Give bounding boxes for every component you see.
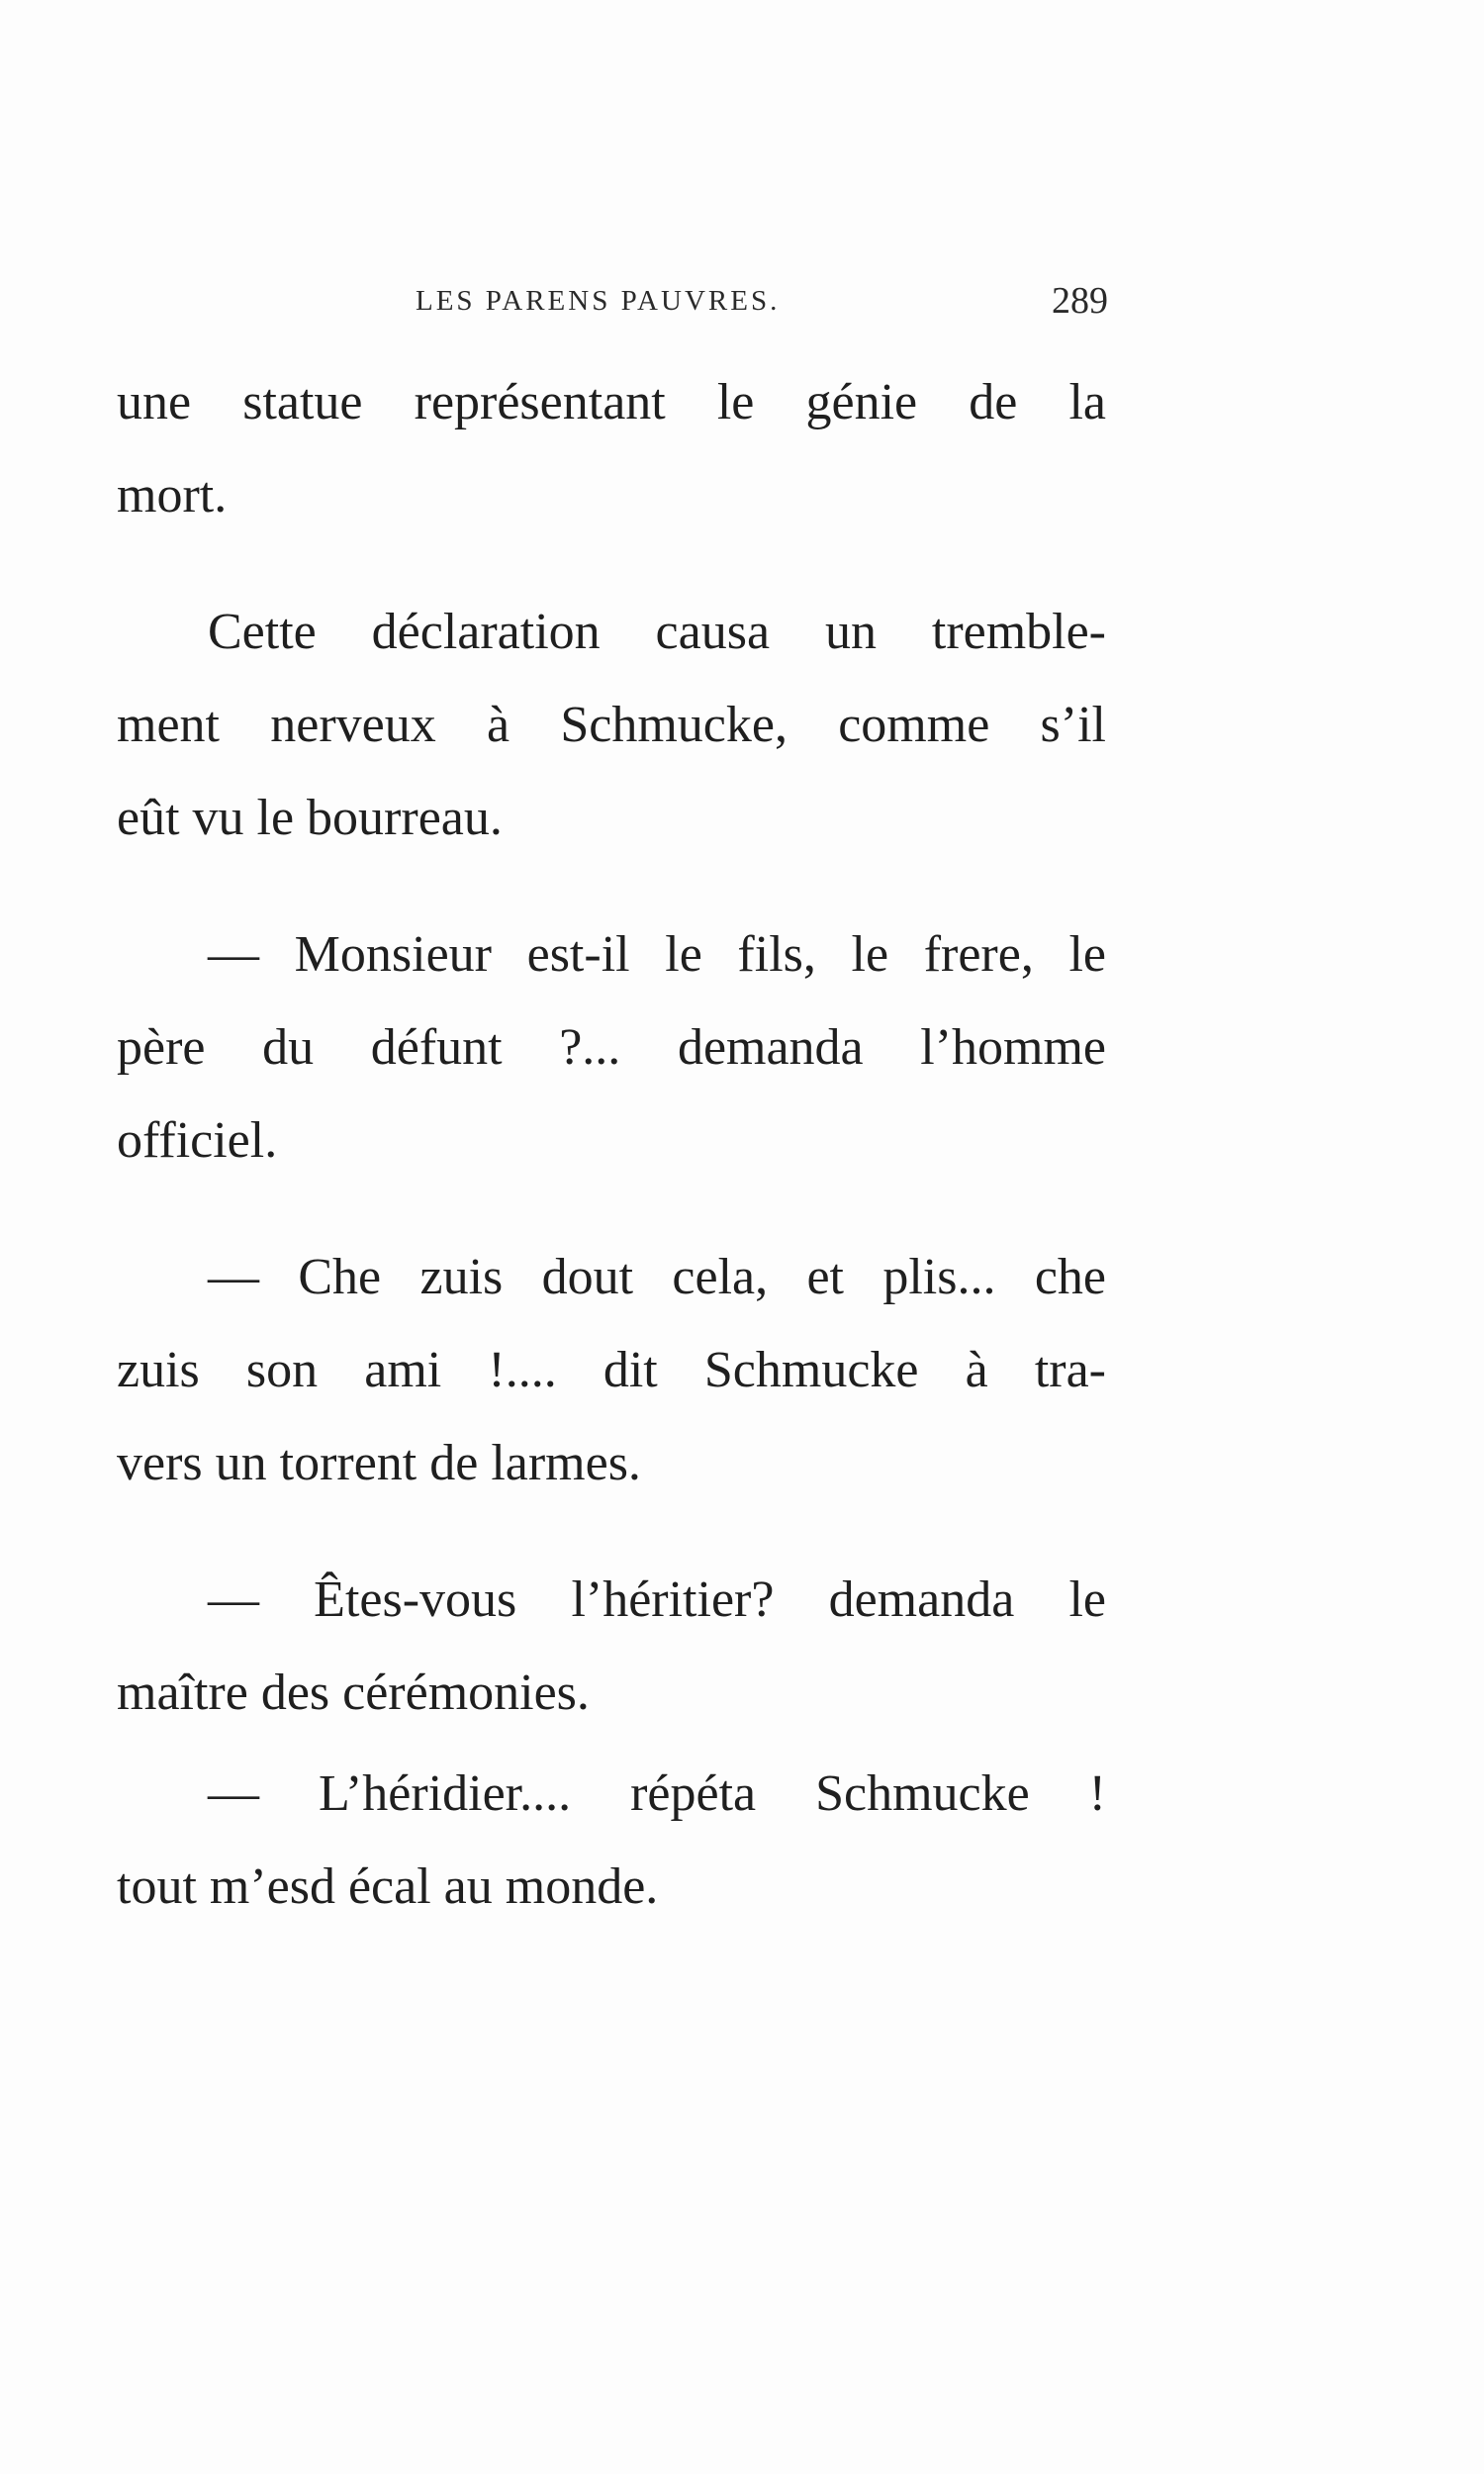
text-line: ment nerveux à Schmucke, comme s’il (117, 697, 1106, 753)
text-line: une statue représentant le génie de la (117, 374, 1106, 430)
paragraph-1 (117, 356, 1106, 542)
page-number: 289 (1052, 280, 1108, 322)
text-line: maître des cérémonies. (117, 1665, 590, 1721)
paragraph-6 (117, 1748, 1106, 1934)
page-header (416, 280, 1108, 334)
body-text (117, 356, 1106, 1934)
text-line: — Che zuis dout cela, et plis... che (208, 1249, 1106, 1305)
text-line: officiel. (117, 1112, 278, 1169)
text-line: — Monsieur est-il le fils, le frere, le (208, 926, 1106, 983)
paragraph-4 (117, 1231, 1106, 1510)
text-line: — Êtes-vous l’héritier? demanda le (208, 1571, 1106, 1628)
paragraph-3 (117, 908, 1106, 1188)
text-line: mort. (117, 467, 228, 523)
paragraph-2 (117, 586, 1106, 865)
paragraph-5 (117, 1554, 1106, 1740)
text-line: — L’héridier.... répéta Schmucke ! (208, 1765, 1106, 1822)
text-line: Cette déclaration causa un tremble- (208, 604, 1106, 660)
running-head: LES PARENS PAUVRES. (416, 285, 781, 317)
text-line: eût vu le bourreau. (117, 790, 503, 846)
text-line: père du défunt ?... demanda l’homme (117, 1019, 1106, 1076)
text-line: tout m’esd écal au monde. (117, 1858, 659, 1915)
text-line: vers un torrent de larmes. (117, 1435, 641, 1491)
text-line: zuis son ami !.... dit Schmucke à tra- (117, 1342, 1106, 1398)
